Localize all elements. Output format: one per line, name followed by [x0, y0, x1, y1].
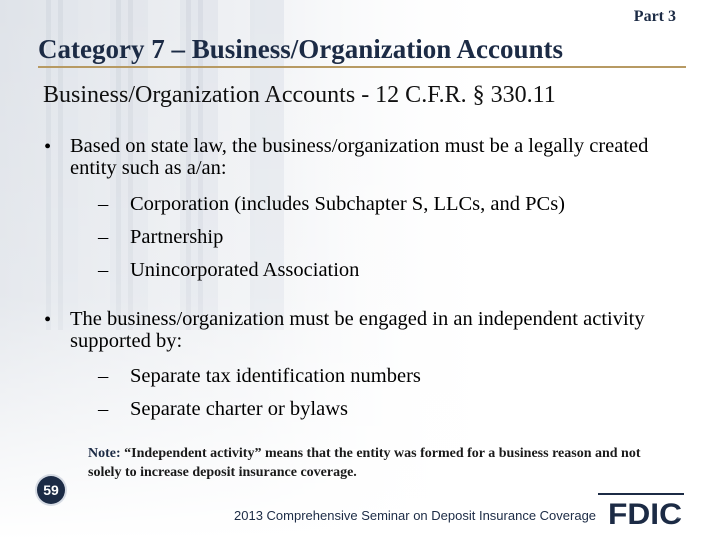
slide-subtitle: Business/Organization Accounts - 12 C.F.R. § 330.11	[43, 82, 556, 108]
bullet-icon: •	[44, 309, 52, 331]
logo-text: FDIC	[608, 498, 682, 529]
dash-icon: –	[98, 193, 109, 215]
sub-item	[98, 398, 348, 421]
part-label: Part 3	[633, 8, 676, 25]
fdic-logo-icon	[608, 497, 686, 529]
sub-item	[98, 365, 421, 388]
dash-icon: –	[98, 259, 109, 281]
sub-item	[98, 259, 359, 282]
footer-divider	[598, 493, 684, 495]
note	[88, 444, 658, 482]
sub-item-text: Partnership	[130, 226, 224, 248]
sub-item-text: Separate tax identification numbers	[130, 365, 421, 387]
note-label: Note:	[88, 446, 121, 461]
bullet-text: The business/organization must be engaged in an independent activity supported by:	[70, 308, 645, 352]
sub-item-text: Corporation (includes Subchapter S, LLCs, and PCs)	[130, 193, 566, 215]
dash-icon: –	[98, 226, 109, 248]
sub-item	[98, 193, 565, 216]
note-text: “Independent activity” means that the entity was formed for a business reason and not solely to increase deposit insurance coverage.	[88, 446, 641, 480]
footer-text: 2013 Comprehensive Seminar on Deposit Insurance Coverage	[234, 508, 597, 523]
title-underline	[38, 66, 686, 68]
bullet-icon: •	[44, 136, 52, 158]
slide-number-badge: 59	[37, 476, 65, 504]
slide-title: Category 7 – Business/Organization Accounts	[38, 34, 564, 64]
bullet-text: Based on state law, the business/organization must be a legally created entity such as a/an:	[70, 135, 649, 179]
sub-item-text: Separate charter or bylaws	[130, 398, 348, 420]
dash-icon: –	[98, 398, 109, 420]
sub-item-text: Unincorporated Association	[130, 259, 360, 281]
bullet-item	[44, 135, 690, 179]
bullet-item	[44, 308, 690, 352]
dash-icon: –	[98, 365, 109, 387]
sub-item	[98, 226, 223, 249]
